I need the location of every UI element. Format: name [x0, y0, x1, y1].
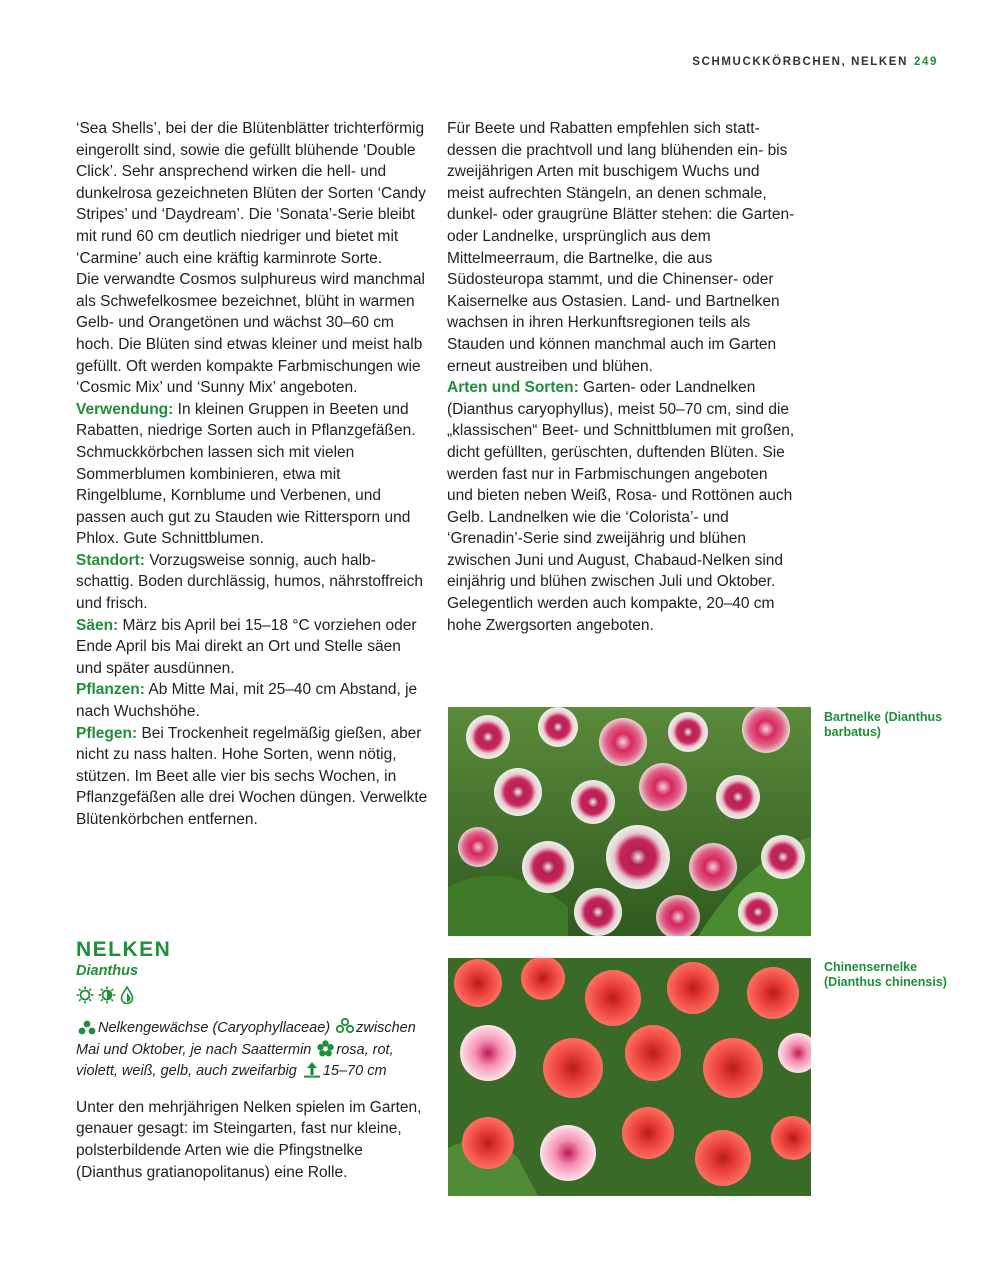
section-label: Verwendung: — [76, 400, 174, 418]
care-section — [76, 723, 428, 831]
planting-section — [76, 679, 428, 722]
section-text: Garten- oder Landnelken (Dianthus caryophyllus), meist 50–70 cm, sind die „klassischen“ Beet- und Schnittblumen mit großen, dicht gefüllten, gerüschten, duftenden Blüten. Sie werden fast nur in Farbmischungen angeboten und bieten neben Weiß, Rosa- und Rottönen auch Gelb. Landnelken wie die ‘Colorista’- und ‘Grenadin’-Serie sind zweijährig und blühen zwischen Juni und August, Chabaud-Nelken sind einjährig und blühen zwischen Juli und Oktober. Gelegentlich werden auch kompakte, 20–40 cm hohe Zwergsorten angeboten. — [447, 379, 795, 634]
colors-text: rosa, rot, violett, weiß, gelb, auch zweifarbig — [76, 1041, 394, 1080]
half-shade-icon — [98, 986, 116, 1004]
left-column — [76, 118, 428, 831]
species-section — [447, 377, 797, 636]
running-header — [692, 56, 938, 68]
sun-icon — [76, 986, 94, 1004]
entry-intro: Unter den mehrjährigen Nelken spielen im Garten, genauer gesagt: im Steingarten, fast nur kleine, polsterbildende Arten wie die Pfingstnelke (Dianthus gratianopolitanus) eine Rolle. — [76, 1098, 422, 1181]
section-label: Pflanzen: — [76, 681, 145, 699]
section-label: Standort: — [76, 551, 145, 569]
section-label: Säen: — [76, 616, 119, 634]
usage-section — [76, 399, 428, 550]
paragraph: Die verwandte Cosmos sulphureus wird manchmal als Schwefelkosmee bezeichnet, blüht in warmen Gelb- und Orangetönen und wächst 30–60 cm hoch. Die Blüten sind etwas kleiner und meist halb gefüllt. Oft werden kompakte Farbmischungen wie ‘Cosmic Mix’ und ‘Sunny Mix’ angeboten. — [76, 271, 425, 397]
leaves-icon — [336, 1018, 354, 1035]
location-section — [76, 550, 428, 615]
sowing-section — [76, 615, 428, 680]
height-text: 15–70 cm — [322, 1063, 387, 1080]
family-icon — [78, 1020, 96, 1035]
height-icon — [303, 1061, 321, 1078]
section-text: Vorzugsweise sonnig, auch halbschattig. Boden durchlässig, humos, nährstoffreich und frisch. — [76, 551, 423, 613]
section-text: März bis April bei 15–18 °C vorziehen oder Ende April bis Mai direkt an Ort und Stelle säen und später ausdünnen. — [76, 616, 417, 677]
paragraph: Für Beete und Rabatten empfehlen sich stattdessen die prachtvoll und lang blühenden ein- bis zweijährigen Arten mit buschigem Wuchs und meist aufrechten Stängeln, an denen schmale, dunkel- oder graugrüne Blätter stehen: die Garten- oder Landnelke, ursprünglich aus dem Mittelmeerraum, die Bartnelke, die aus Südosteuropa stammt, und die Chinenser- oder Kaisernelke aus Ostasien. Land- und Bartnelken wachsen in ihren Herkunftsregionen teils als Stauden und können manchmal auch im Garten erneut austreiben und blühen. — [447, 120, 795, 375]
chinensernelke-photo — [448, 958, 811, 1196]
right-column — [447, 118, 797, 636]
section-text: In kleinen Gruppen in Beeten und Rabatten, niedrige Sorten auch in Pflanzgefäßen. Schmuckkörbchen lassen sich mit vielen Sommerblumen kombinieren, etwa mit Ringelblume, Kornblume und Verbenen, und passen auch gut zu Stauden wie Rittersporn und Phlox. Gute Schnittblumen. — [76, 400, 416, 548]
entry-facts — [76, 1018, 428, 1083]
photo-caption: Bartnelke (Dianthus barbatus) — [824, 710, 943, 739]
section-text: Bei Trockenheit regelmäßig gießen, aber nicht zu nass halten. Hohe Sorten, wenn nötig, stützen. Im Beet alle vier bis sechs Wochen, in Pflanzgefäßen alle drei Wochen düngen. Verwelkte Blütenkörbchen entfernen. — [76, 724, 428, 828]
entry-latin-name: Dianthus — [76, 963, 139, 979]
nelken-entry — [76, 938, 428, 1199]
paragraph: ‘Sea Shells’, bei der die Blütenblätter trichterförmig eingerollt sind, sowie die gefüllt blühende ‘Double Click’. Sehr ansprechend wirken die hell- und dunkelrosa gezeichneten Blüten der Sorten ‘Candy Stripes’ und ‘Daydream’. Die ‘Sonata’-Serie bleibt mit rund 60 cm deutlich niedriger und bietet mit ‘Carmine’ auch eine kräftig karminrote Sorte. — [76, 120, 426, 267]
bloom-time-text: zwischen Mai und Oktober, je nach Saattermin — [76, 1020, 416, 1058]
entry-title: NELKEN — [76, 938, 172, 961]
header-title: SCHMUCKKÖRBCHEN, NELKEN — [692, 56, 908, 68]
bartnelke-photo — [448, 707, 811, 936]
water-drop-icon — [120, 986, 134, 1004]
family-text: Nelkengewächse (Caryophyllaceae) — [98, 1020, 331, 1036]
flower-icon — [317, 1040, 334, 1057]
photo-caption: Chinensernelke (Dianthus chinensis) — [824, 960, 947, 989]
site-symbols — [76, 986, 428, 1006]
page-number: 249 — [914, 56, 938, 68]
section-label: Pflegen: — [76, 724, 138, 742]
section-text: Ab Mitte Mai, mit 25–40 cm Abstand, je nach Wuchshöhe. — [76, 681, 418, 721]
section-label: Arten und Sorten: — [447, 379, 579, 397]
